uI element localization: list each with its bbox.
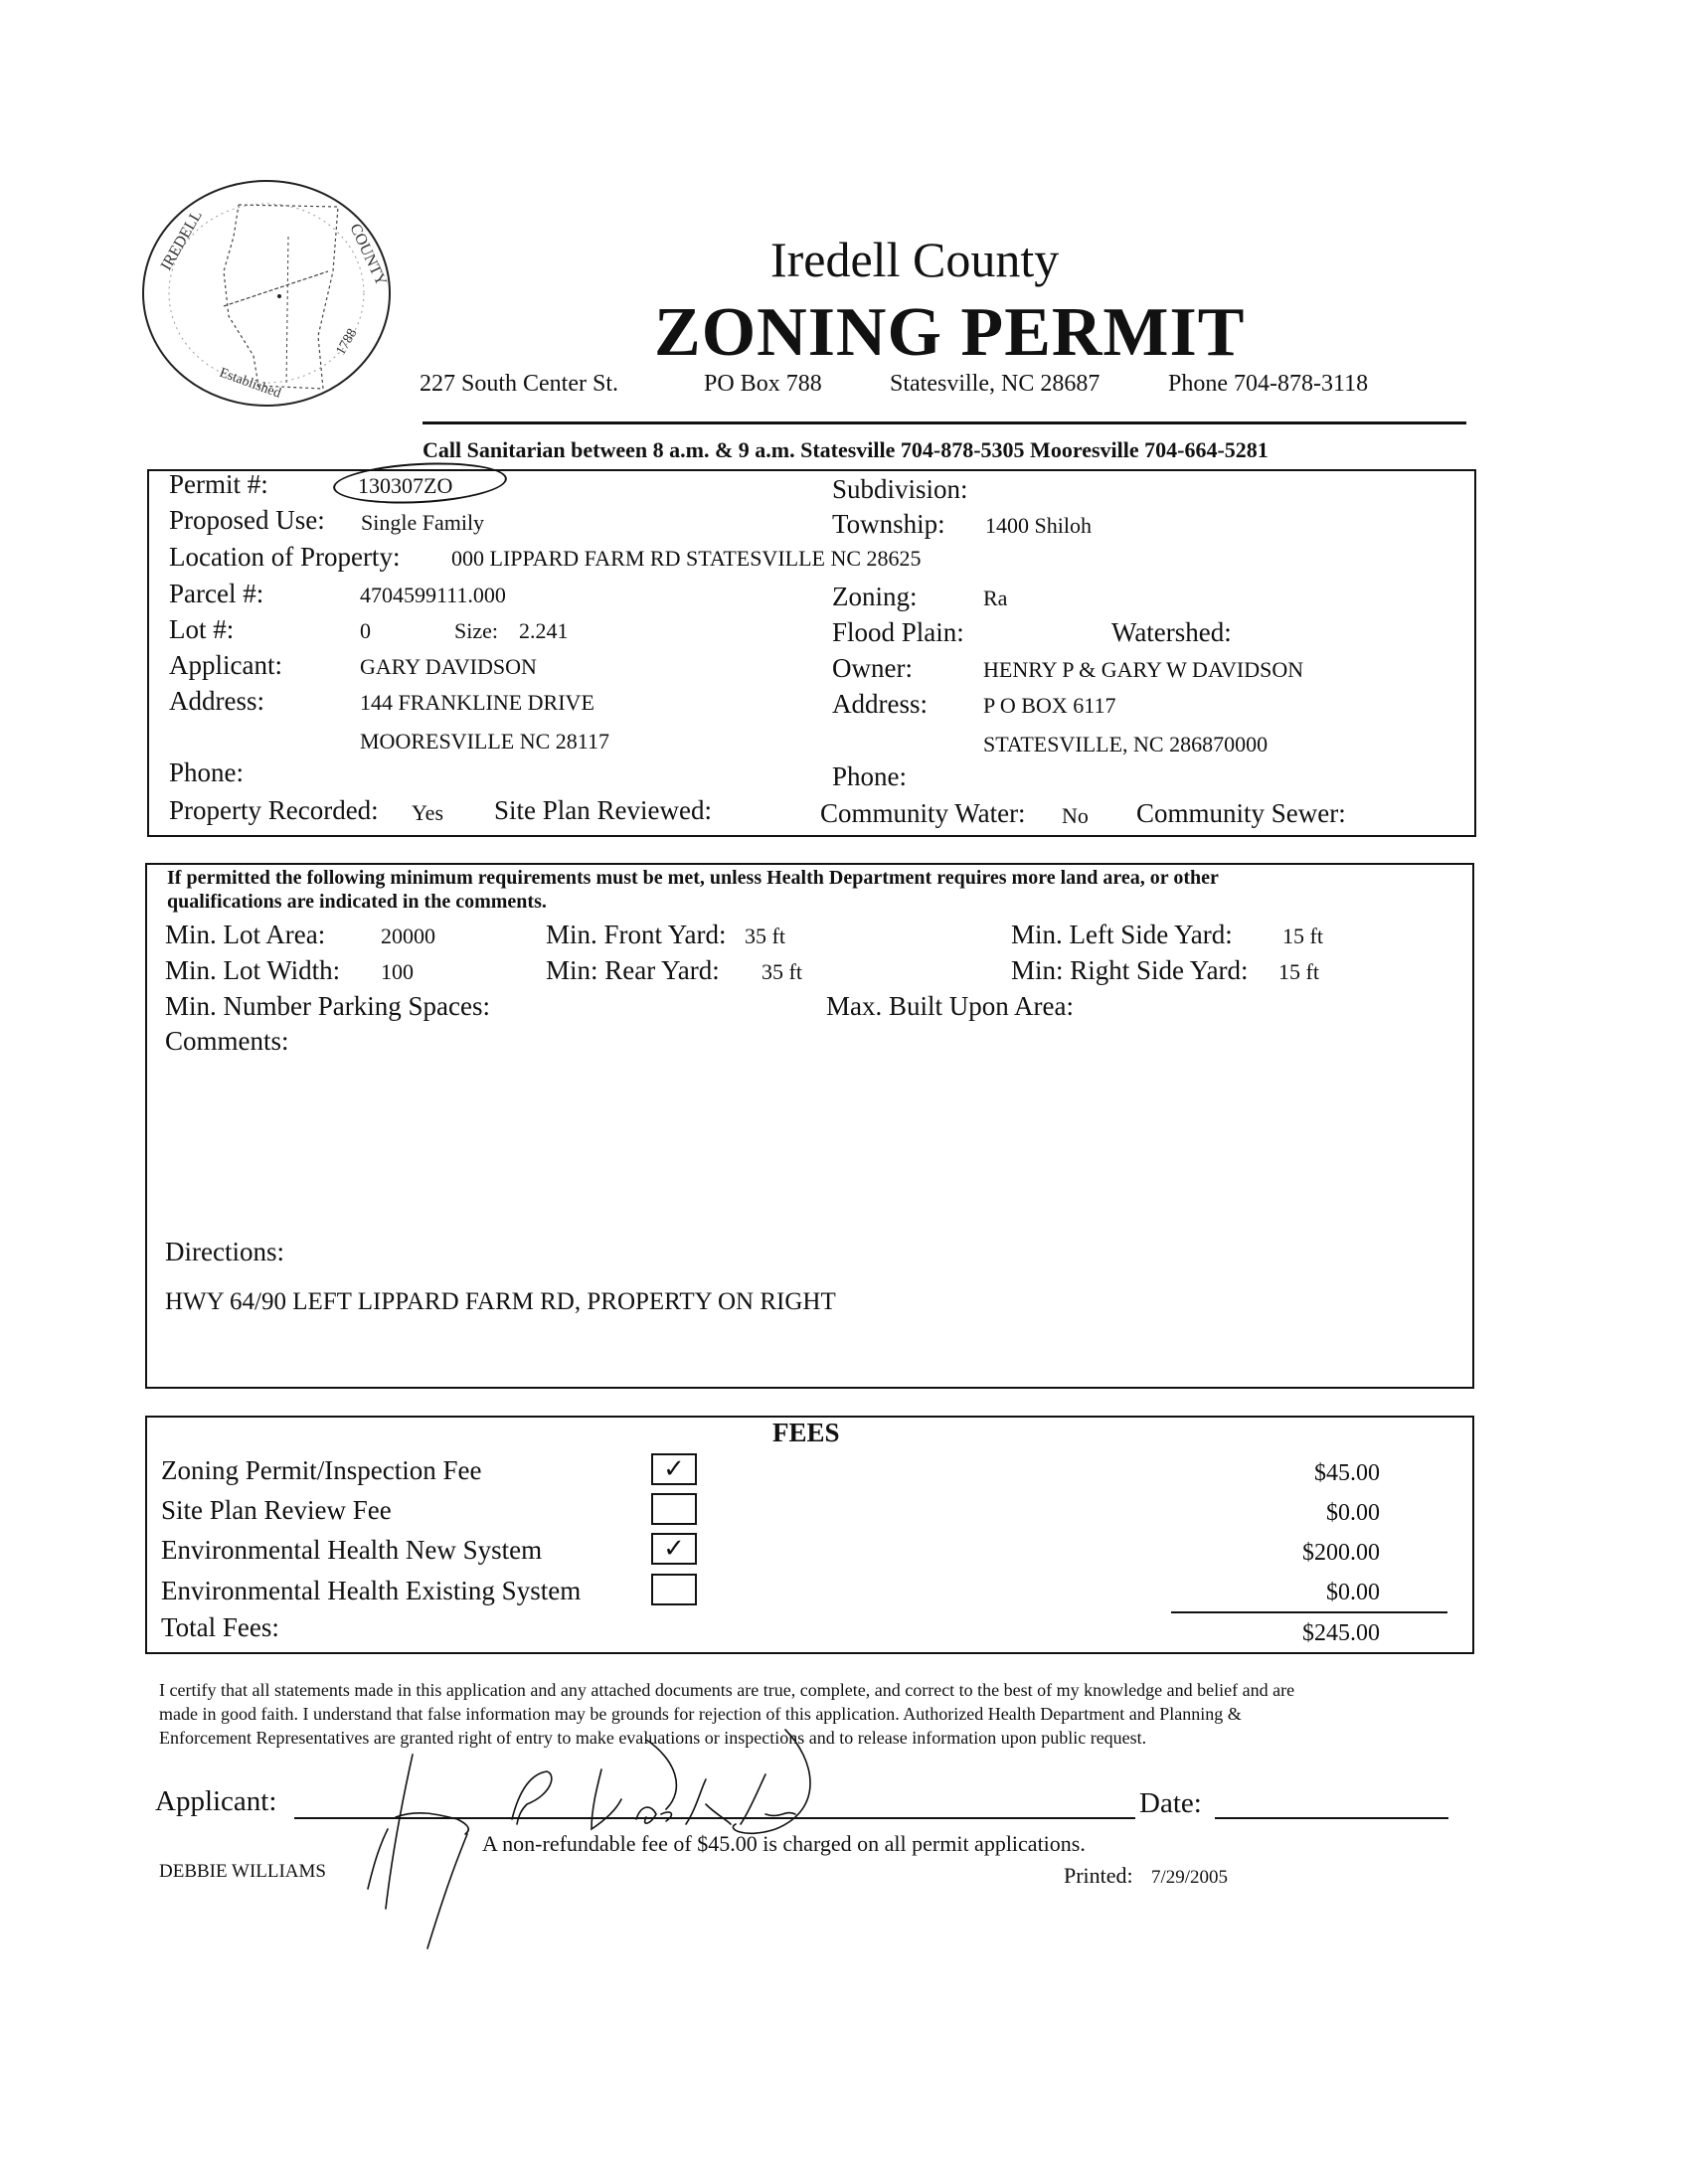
checkmark-icon: ✓ (663, 1534, 685, 1564)
fee-checkbox-env-health-existing[interactable] (651, 1574, 697, 1605)
parcel-label: Parcel #: (169, 579, 264, 608)
fee-amount-site-plan: $0.00 (1326, 1500, 1380, 1526)
applicant-address-line1: 144 FRANKLINE DRIVE (360, 690, 594, 715)
min-right-side-yard-label: Min: Right Side Yard: (1011, 955, 1249, 985)
applicant-name: GARY DAVIDSON (360, 654, 537, 679)
lot-size: 2.241 (519, 618, 569, 643)
min-right-side-yard: 15 ft (1278, 959, 1319, 984)
directions-label: Directions: (165, 1237, 284, 1266)
handwritten-signature (348, 1750, 1064, 1909)
office-city: Statesville, NC 28687 (890, 371, 1101, 397)
office-po-box: PO Box 788 (704, 371, 822, 397)
directions-text: HWY 64/90 LEFT LIPPARD FARM RD, PROPERTY ON RIGHT (165, 1288, 836, 1315)
subdivision-label: Subdivision: (832, 474, 968, 504)
site-plan-reviewed-label: Site Plan Reviewed: (494, 795, 712, 825)
min-lot-area: 20000 (381, 924, 435, 948)
owner-phone-label: Phone: (832, 761, 908, 791)
non-refundable-fee-note: A non-refundable fee of $45.00 is charged on all permit applications. (482, 1831, 1086, 1856)
applicant-address-line2: MOORESVILLE NC 28117 (360, 729, 609, 754)
property-location: 000 LIPPARD FARM RD STATESVILLE NC 28625 (451, 546, 922, 571)
min-front-yard-label: Min. Front Yard: (546, 920, 727, 949)
flood-plain-label: Flood Plain: (832, 617, 964, 647)
min-front-yard: 35 ft (745, 924, 785, 948)
fees-total-divider (1171, 1611, 1447, 1613)
certification-line1: I certify that all statements made in this application and any attached documents are true, complete, and correct to the best of my knowledge and belief and are (159, 1680, 1295, 1700)
printed-date: 7/29/2005 (1151, 1867, 1229, 1888)
svg-text:IREDELL: IREDELL (157, 207, 206, 273)
fee-label-site-plan: Site Plan Review Fee (161, 1495, 392, 1525)
owner-name: HENRY P & GARY W DAVIDSON (983, 657, 1304, 682)
applicant-address-label: Address: (169, 686, 264, 716)
svg-text:1788: 1788 (333, 326, 361, 358)
applicant-label: Applicant: (169, 650, 282, 680)
owner-address-line2: STATESVILLE, NC 286870000 (983, 732, 1269, 756)
fee-checkbox-site-plan[interactable] (651, 1493, 697, 1525)
svg-text:Established: Established (217, 365, 283, 402)
county-seal-icon (139, 177, 394, 411)
certification-line3: Enforcement Representatives are granted right of entry to make evaluations or inspections and to release information upon public request. (159, 1728, 1147, 1748)
proposed-use: Single Family (361, 510, 485, 535)
size-label: Size: (454, 618, 498, 643)
checkmark-icon: ✓ (663, 1454, 685, 1484)
requirements-note-line1: If permitted the following minimum requirements must be met, unless Health Department requires more land area, or other (167, 867, 1219, 889)
community-sewer-label: Community Sewer: (1136, 798, 1346, 828)
community-water: No (1062, 803, 1089, 828)
owner-address-line1: P O BOX 6117 (983, 693, 1116, 718)
min-lot-width-label: Min. Lot Width: (165, 955, 341, 985)
lot-number: 0 (360, 618, 371, 643)
applicant-signature-label: Applicant: (155, 1785, 277, 1817)
township-label: Township: (832, 509, 945, 539)
permit-number: 130307ZO (358, 473, 453, 498)
owner-label: Owner: (832, 653, 913, 683)
community-water-label: Community Water: (820, 798, 1026, 828)
date-label: Date: (1139, 1787, 1202, 1819)
fee-amount-env-health-new: $200.00 (1302, 1540, 1380, 1566)
zoning-label: Zoning: (832, 582, 918, 611)
fee-label-env-health-new: Environmental Health New System (161, 1535, 543, 1565)
page-title: ZONING PERMIT (654, 294, 1246, 371)
lot-label: Lot #: (169, 614, 235, 644)
zoning-value: Ra (983, 586, 1008, 610)
min-left-side-yard: 15 ft (1282, 924, 1323, 948)
fee-checkbox-env-health-new[interactable] (651, 1533, 697, 1565)
fee-amount-zoning: $45.00 (1314, 1460, 1380, 1486)
parcel-number: 4704599111.000 (360, 583, 506, 607)
property-recorded-label: Property Recorded: (169, 795, 379, 825)
total-fees-label: Total Fees: (161, 1612, 279, 1642)
township: 1400 Shiloh (985, 513, 1092, 538)
applicant-phone-label: Phone: (169, 757, 245, 787)
property-recorded: Yes (412, 800, 444, 825)
printed-label: Printed: (1064, 1863, 1133, 1888)
requirements-note-line2: qualifications are indicated in the comments. (167, 891, 547, 913)
parking-spaces-label: Min. Number Parking Spaces: (165, 991, 490, 1021)
comments-label: Comments: (165, 1026, 289, 1056)
watershed-label: Watershed: (1111, 617, 1232, 647)
svg-text:COUNTY: COUNTY (346, 221, 390, 289)
min-lot-width: 100 (381, 959, 414, 984)
fee-label-zoning: Zoning Permit/Inspection Fee (161, 1455, 482, 1485)
office-phone: Phone 704-878-3118 (1168, 371, 1369, 397)
min-left-side-yard-label: Min. Left Side Yard: (1011, 920, 1233, 949)
header-divider (423, 421, 1466, 424)
office-street: 227 South Center St. (420, 371, 619, 397)
max-built-upon-area-label: Max. Built Upon Area: (826, 991, 1074, 1021)
owner-address-label: Address: (832, 689, 928, 719)
location-label: Location of Property: (169, 542, 401, 572)
permit-info-section (147, 469, 1476, 837)
min-lot-area-label: Min. Lot Area: (165, 920, 326, 949)
staff-name: DEBBIE WILLIAMS (159, 1861, 326, 1882)
certification-line2: made in good faith. I understand that false information may be grounds for rejection of this application. Authorized Health Department and Planning & (159, 1704, 1242, 1724)
min-rear-yard: 35 ft (762, 959, 802, 984)
sanitarian-note: Call Sanitarian between 8 a.m. & 9 a.m. Statesville 704-878-5305 Mooresville 704-664-5281 (423, 437, 1269, 462)
county-name: Iredell County (770, 232, 1060, 287)
date-field[interactable] (1215, 1817, 1448, 1819)
min-rear-yard-label: Min: Rear Yard: (546, 955, 720, 985)
total-fees: $245.00 (1302, 1620, 1380, 1646)
fee-checkbox-zoning[interactable] (651, 1453, 697, 1485)
fees-heading: FEES (772, 1418, 840, 1447)
fee-label-env-health-existing: Environmental Health Existing System (161, 1576, 582, 1605)
fee-amount-env-health-existing: $0.00 (1326, 1580, 1380, 1605)
proposed-use-label: Proposed Use: (169, 505, 325, 535)
permit-number-label: Permit #: (169, 469, 268, 499)
